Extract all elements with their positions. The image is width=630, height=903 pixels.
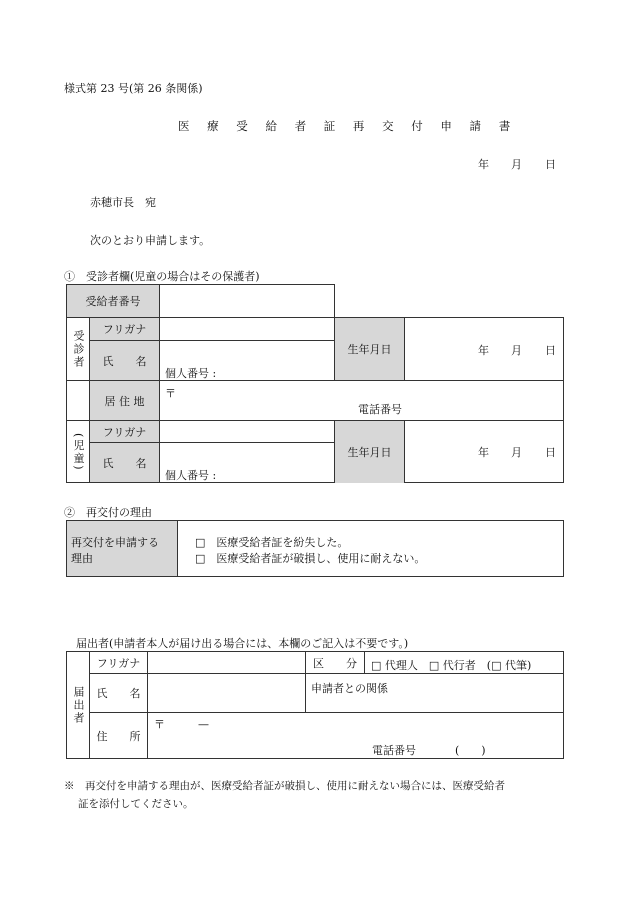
patient-personal-number-label: 個人番号 :	[165, 367, 217, 380]
section1-heading: ① 受診者欄(児童の場合はその保護者)	[64, 270, 260, 283]
note-line2: 証を添付してください。	[78, 798, 194, 810]
form-title: 医 療 受 給 者 証 再 交 付 申 請 書	[178, 119, 518, 133]
patient-name-label: 氏 名	[102, 354, 147, 368]
intro-text: 次のとおり申請します。	[90, 234, 211, 247]
child-name-label: 氏 名	[102, 457, 147, 470]
patient-birth-year: 年	[478, 344, 489, 357]
date-month: 月	[511, 158, 522, 171]
note-line1: ※ 再交付を申請する理由が、医療受給者証が破損し、使用に耐えない場合には、医療受給者	[64, 780, 505, 792]
notifier-division-options[interactable]: □ 代理人 □ 代行者 (□ 代筆)	[371, 659, 532, 672]
notifier-group-label: 届出者	[72, 685, 85, 725]
recipient-number-label: 受給者番号	[66, 284, 160, 318]
patient-birth-label: 生年月日	[347, 343, 392, 356]
reason-label-line1: 再交付を申請する	[71, 536, 159, 549]
child-birth-year: 年	[478, 446, 489, 459]
notifier-name-input[interactable]	[148, 674, 305, 712]
notifier-furigana-label: フリガナ	[96, 656, 141, 670]
patient-furigana-label: フリガナ	[102, 323, 147, 336]
child-birth-day: 日	[545, 446, 556, 459]
child-birth-month: 月	[511, 446, 522, 459]
date-day: 日	[545, 158, 556, 171]
child-group-label: (児童)	[72, 432, 85, 472]
reason-option-damaged[interactable]: □ 医療受給者証が破損し、使用に耐えない。	[195, 552, 426, 565]
patient-name-input[interactable]	[160, 341, 334, 380]
notifier-phone-paren: ( )	[455, 744, 486, 757]
notifier-furigana-input[interactable]	[148, 652, 305, 673]
date-year: 年	[478, 158, 489, 171]
notifier-heading: 届出者(申請者本人が届け出る場合には、本欄のご記入は不要です。)	[76, 637, 409, 650]
reason-option-lost[interactable]: □ 医療受給者証を紛失した。	[195, 536, 349, 549]
child-furigana-label: フリガナ	[102, 425, 147, 439]
notifier-relation-label: 申請者との関係	[311, 682, 388, 695]
patient-furigana-input[interactable]	[160, 318, 334, 340]
child-personal-number-label: 個人番号 :	[165, 469, 217, 482]
notifier-division-label: 区 分	[313, 656, 357, 670]
reason-label-line2: 理由	[71, 552, 93, 565]
child-name-input[interactable]	[160, 443, 334, 483]
recipient-number-field[interactable]	[159, 284, 335, 318]
patient-address-label: 居 住 地	[104, 394, 145, 408]
child-birth-label: 生年月日	[347, 446, 392, 459]
notifier-address-input[interactable]	[148, 713, 563, 758]
notifier-postal-line: 〒 —	[154, 718, 209, 731]
form-number: 様式第 23 号(第 26 条関係)	[64, 82, 203, 95]
notifier-name-label: 氏 名	[96, 687, 141, 700]
patient-birth-day: 日	[545, 344, 556, 357]
notifier-relation-input[interactable]	[306, 674, 563, 712]
patient-phone-label: 電話番号	[358, 403, 402, 416]
patient-group-label: 受診者	[72, 329, 85, 369]
patient-address-input[interactable]	[160, 381, 563, 420]
patient-birth-month: 月	[511, 344, 522, 357]
notifier-address-label: 住 所	[96, 729, 141, 743]
section2-heading: ② 再交付の理由	[64, 506, 152, 519]
patient-postal-mark: 〒	[165, 387, 176, 400]
child-furigana-input[interactable]	[160, 421, 334, 442]
addressee: 赤穂市長 宛	[90, 196, 156, 209]
notifier-phone-label: 電話番号	[372, 744, 416, 757]
